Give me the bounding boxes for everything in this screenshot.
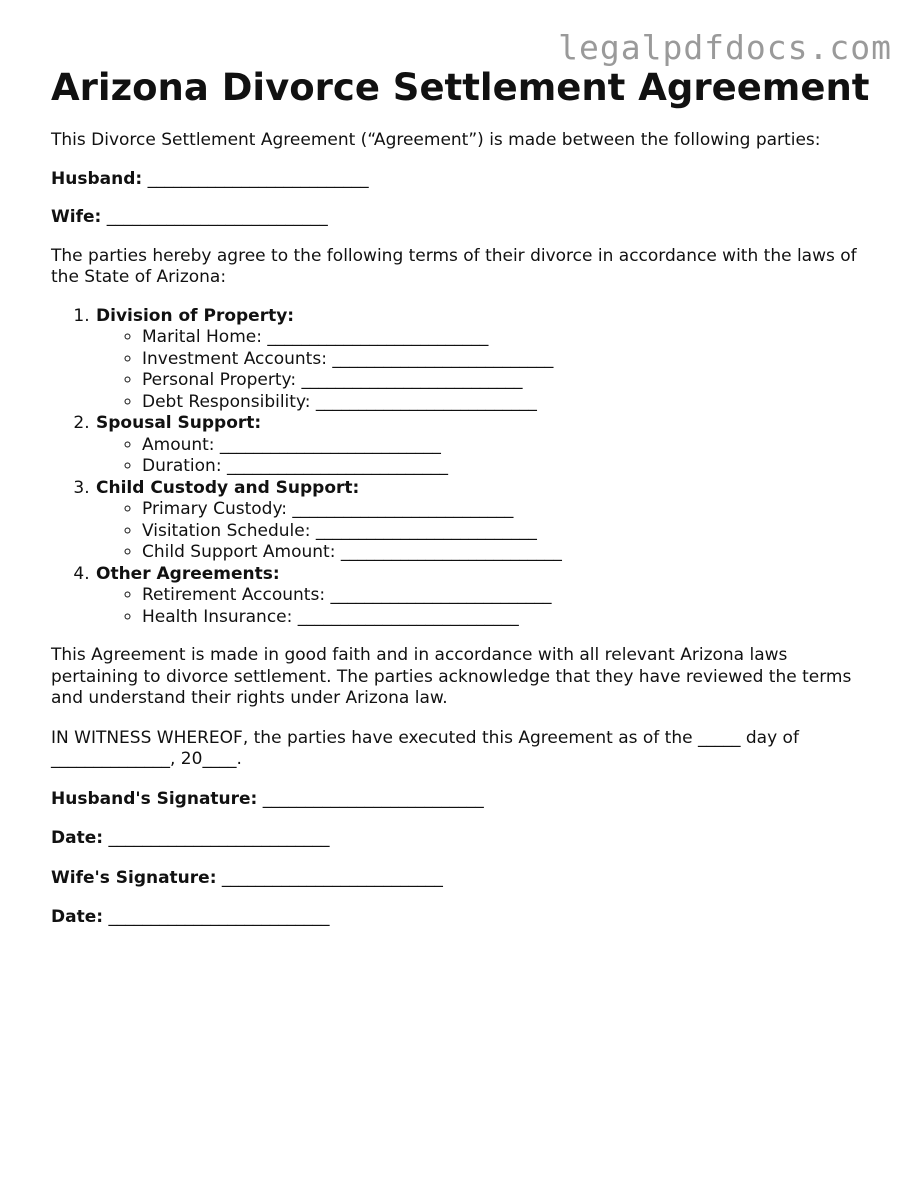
terms-list bbox=[51, 306, 871, 629]
husband-signature-label: Husband's Signature: bbox=[51, 788, 258, 809]
husband-date-blank[interactable]: __________________________ bbox=[108, 828, 330, 848]
term-visitation-schedule[interactable]: ◦ Visitation Schedule: __________________________ bbox=[142, 521, 871, 543]
section-heading: Other Agreements: bbox=[96, 563, 280, 584]
husband-signature-line bbox=[51, 789, 871, 811]
section-heading: Division of Property: bbox=[96, 305, 295, 326]
term-debt-responsibility[interactable]: ◦ Debt Responsibility: __________________________ bbox=[142, 392, 871, 414]
wife-date-line bbox=[51, 907, 871, 929]
husband-line bbox=[51, 169, 871, 191]
wife-signature-line bbox=[51, 868, 871, 890]
section-heading: Spousal Support: bbox=[96, 413, 262, 433]
section-items bbox=[96, 435, 871, 478]
terms-intro-paragraph: The parties hereby agree to the following terms of their divorce in accordance with the laws of the State of Arizona: bbox=[51, 245, 857, 287]
term-marital-home[interactable]: ◦ Marital Home: __________________________ bbox=[142, 327, 871, 349]
husband-date-line bbox=[51, 828, 871, 850]
section-items bbox=[96, 499, 871, 564]
witness-paragraph: IN WITNESS WHEREOF, the parties have executed this Agreement as of the _____ day of ______________, 20____. bbox=[51, 727, 799, 769]
section-heading: Child Custody and Support: bbox=[96, 477, 360, 498]
wife-label: Wife: bbox=[51, 207, 102, 227]
closing-paragraph: This Agreement is made in good faith and in accordance with all relevant Arizona laws pertaining to divorce settlement. The parties acknowledge that they have reviewed the terms and understand their rights under Arizona law. bbox=[51, 645, 852, 708]
intro-paragraph: This Divorce Settlement Agreement (“Agreement”) is made between the following parties: bbox=[51, 130, 821, 150]
wife-signature-label: Wife's Signature: bbox=[51, 867, 217, 888]
term-primary-custody[interactable]: ◦ Primary Custody: __________________________ bbox=[142, 499, 871, 521]
section-division-of-property bbox=[95, 306, 871, 414]
section-items bbox=[96, 585, 871, 628]
watermark: legalpdfdocs.com bbox=[558, 28, 892, 67]
term-duration[interactable]: ◦ Duration: __________________________ bbox=[142, 456, 871, 478]
wife-line bbox=[51, 207, 871, 229]
section-other-agreements bbox=[95, 564, 871, 629]
section-spousal-support bbox=[95, 413, 871, 478]
section-child-custody-support bbox=[95, 478, 871, 564]
term-child-support-amount[interactable]: ◦ Child Support Amount: __________________________ bbox=[142, 542, 871, 564]
term-health-insurance[interactable]: ◦ Health Insurance: __________________________ bbox=[142, 607, 871, 629]
document-title: Arizona Divorce Settlement Agreement bbox=[51, 66, 870, 109]
wife-signature-blank[interactable]: __________________________ bbox=[221, 867, 443, 888]
wife-date-label: Date: bbox=[51, 907, 104, 927]
section-items bbox=[96, 327, 871, 413]
wife-date-blank[interactable]: __________________________ bbox=[108, 907, 330, 927]
document-page bbox=[51, 64, 871, 929]
wife-blank[interactable]: __________________________ bbox=[106, 207, 328, 227]
husband-blank[interactable]: __________________________ bbox=[147, 168, 369, 189]
term-amount[interactable]: ◦ Amount: __________________________ bbox=[142, 435, 871, 457]
term-investment-accounts[interactable]: ◦ Investment Accounts: __________________________ bbox=[142, 349, 871, 371]
husband-date-label: Date: bbox=[51, 828, 104, 848]
husband-label: Husband: bbox=[51, 168, 143, 189]
term-retirement-accounts[interactable]: ◦ Retirement Accounts: __________________________ bbox=[142, 585, 871, 607]
husband-signature-blank[interactable]: __________________________ bbox=[262, 788, 484, 809]
term-personal-property[interactable]: ◦ Personal Property: __________________________ bbox=[142, 370, 871, 392]
